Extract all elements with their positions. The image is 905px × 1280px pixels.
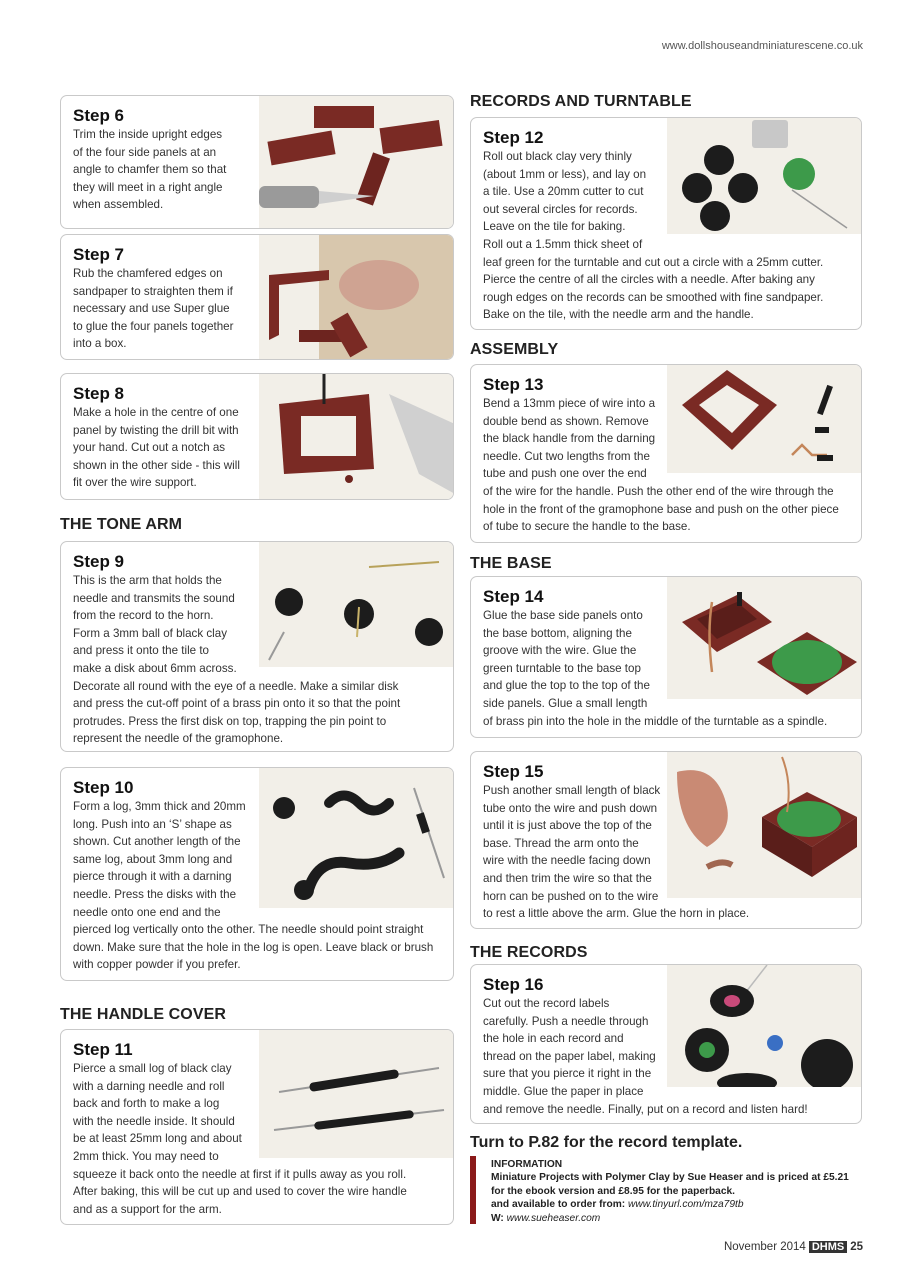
section-assembly: ASSEMBLY bbox=[470, 341, 559, 358]
information-accent-bar bbox=[470, 1156, 476, 1224]
step-15-text: Push another small length of black tube onto the wire and push down until it is just above the top of the base. Thread the arm onto the wire with the needle facing down and then trim the wire so that the horn can be pushed on to the wire to rest a little above the arm. Glue the horn in place. bbox=[483, 784, 750, 921]
step-6-text: Trim the inside upright edges of the four side panels at an angle to chamfer them so that they will meet in a right angle when assembled. bbox=[73, 128, 227, 212]
step-8-photo bbox=[259, 374, 454, 500]
step-16-text: Cut out the record labels carefully. Push a needle through the hole in each record and thread on the paper label, making sure that you pierce it right in the middle. Glue the paper in place and remove the needle. Finally, put on a record and listen hard! bbox=[483, 997, 808, 1116]
step-8-card bbox=[60, 373, 454, 500]
information-line-1: Miniature Projects with Polymer Clay by Sue Heaser and is priced at £5.21 bbox=[491, 1172, 849, 1184]
step-6-photo bbox=[259, 96, 454, 229]
step-8-text: Make a hole in the centre of one panel by twisting the drill bit with your hand. Cut out a notch as shown in the other side - this will fit over the wire support. bbox=[73, 406, 240, 490]
step-12-title: Step 12 bbox=[483, 128, 544, 147]
section-handle-cover: THE HANDLE COVER bbox=[60, 1006, 227, 1023]
information-box bbox=[470, 1156, 865, 1226]
step-7-card bbox=[60, 234, 454, 360]
step-14-text: Glue the base side panels onto the base bottom, aligning the groove with the wire. Glue the green turntable to the base top and glue the top to the top of the side panels. Glue a small length of brass pin into the hole in the middle of the turntable as a spindle. bbox=[483, 609, 828, 728]
issue-date: November 2014 bbox=[723, 1241, 806, 1253]
step-7-text: Rub the chamfered edges on sandpaper to straighten them if necessary and use Super glue to glue the four panels together into a box. bbox=[73, 267, 234, 351]
step-6-card bbox=[60, 95, 454, 229]
section-records-turntable: RECORDS AND TURNTABLE bbox=[470, 93, 692, 110]
step-10-text: Form a log, 3mm thick and 20mm long. Push into an ‘S’ shape as shown. Cut another length of the same log, about 3mm long and pierce through it with a darning needle. Press the disks with the needle onto one end and the pierced log vertically onto the other. The needle should point straight down. Make sure that the hole in the log is open. Leave black or brush with copper powder if you prefer. bbox=[73, 800, 434, 972]
step-10-photo bbox=[259, 768, 454, 908]
website-link[interactable]: www.sueheaser.com bbox=[506, 1212, 601, 1224]
turn-to-template-note: Turn to P.82 for the record template. bbox=[470, 1134, 743, 1151]
information-heading: INFORMATION bbox=[491, 1159, 563, 1170]
step-16-title: Step 16 bbox=[483, 975, 544, 994]
step-13-text: Bend a 13mm piece of wire into a double bend as shown. Remove the black handle from the darning needle. Cut two lengths from the tube and push one over the end of the wire for the handle. Push the other end of the wire through the hole in the front of the gramophone base and push on the other piece of tube to secure the handle to the base. bbox=[483, 397, 839, 534]
step-16-card bbox=[470, 964, 862, 1124]
page-footer bbox=[724, 1241, 863, 1253]
step-11-text: Pierce a small log of black clay with a darning needle and roll back and forth to make a log with the needle inside. It should be at least 25mm long and about 2mm thick. You may need to squeeze it back onto the needle at first if it pulls away as you roll. After baking, this will be cut up and used to cover the wire handle and as a support for the arm. bbox=[73, 1062, 407, 1216]
step-15-card bbox=[470, 751, 862, 929]
step-8-title: Step 8 bbox=[73, 384, 125, 403]
step-6-title: Step 6 bbox=[73, 106, 125, 125]
step-12-card bbox=[470, 117, 862, 330]
step-14-photo bbox=[667, 577, 862, 699]
step-10-card bbox=[60, 767, 454, 981]
step-9-photo bbox=[259, 542, 454, 667]
site-url: www.dollshouseandminiaturescene.co.uk bbox=[661, 40, 863, 52]
section-records: THE RECORDS bbox=[470, 944, 588, 961]
step-14-title: Step 14 bbox=[483, 587, 544, 606]
step-9-text: This is the arm that holds the needle and transmits the sound from the record to the horn. Form a 3mm ball of black clay and press it onto the tile to make a disk about 6mm across. Decorate all round with the eye of a needle. Make a similar disk and press the cut-off point of a brass pin onto it so that the point protrudes. Press the first disk on top, trapping the pin point to represent the needle of the gramophone. bbox=[73, 574, 401, 746]
section-tone-arm: THE TONE ARM bbox=[60, 516, 183, 533]
step-9-title: Step 9 bbox=[73, 552, 125, 571]
step-12-text: Roll out black clay very thinly (about 1mm or less), and lay on a tile. Use a 20mm cutter to cut out several circles for records. Leave on the tile for baking. Roll out a 1.5mm thick sheet of leaf green for the turntable and cut out a circle with a 25mm cutter. Pierce the centre of all the circles with a needle. After baking any rough edges on the records can be smoothed with fine sandpaper. Bake on the tile, with the needle arm and the handle. bbox=[483, 150, 824, 322]
information-line-3: and available to order from: www.tinyurl.com/mza79tb bbox=[491, 1199, 744, 1211]
order-link[interactable]: www.tinyurl.com/mza79tb bbox=[628, 1199, 744, 1211]
step-14-card bbox=[470, 576, 862, 738]
section-base: THE BASE bbox=[470, 555, 552, 572]
information-line-2: for the ebook version and £8.95 for the paperback. bbox=[491, 1185, 736, 1197]
step-13-photo bbox=[667, 365, 862, 473]
step-13-card bbox=[470, 364, 862, 543]
page-number: 25 bbox=[850, 1241, 863, 1253]
step-15-photo bbox=[667, 752, 862, 898]
step-12-photo bbox=[667, 118, 862, 234]
brand-logo: DHMS bbox=[809, 1241, 847, 1253]
step-13-title: Step 13 bbox=[483, 375, 544, 394]
step-11-title: Step 11 bbox=[73, 1040, 133, 1059]
step-7-title: Step 7 bbox=[73, 245, 125, 264]
step-7-photo bbox=[259, 235, 454, 360]
step-10-title: Step 10 bbox=[73, 778, 134, 797]
step-11-photo bbox=[259, 1030, 454, 1158]
step-15-title: Step 15 bbox=[483, 762, 544, 781]
information-line-4: W: www.sueheaser.com bbox=[491, 1212, 601, 1224]
step-11-card bbox=[60, 1029, 454, 1225]
step-16-photo bbox=[667, 965, 862, 1087]
step-9-card bbox=[60, 541, 454, 752]
